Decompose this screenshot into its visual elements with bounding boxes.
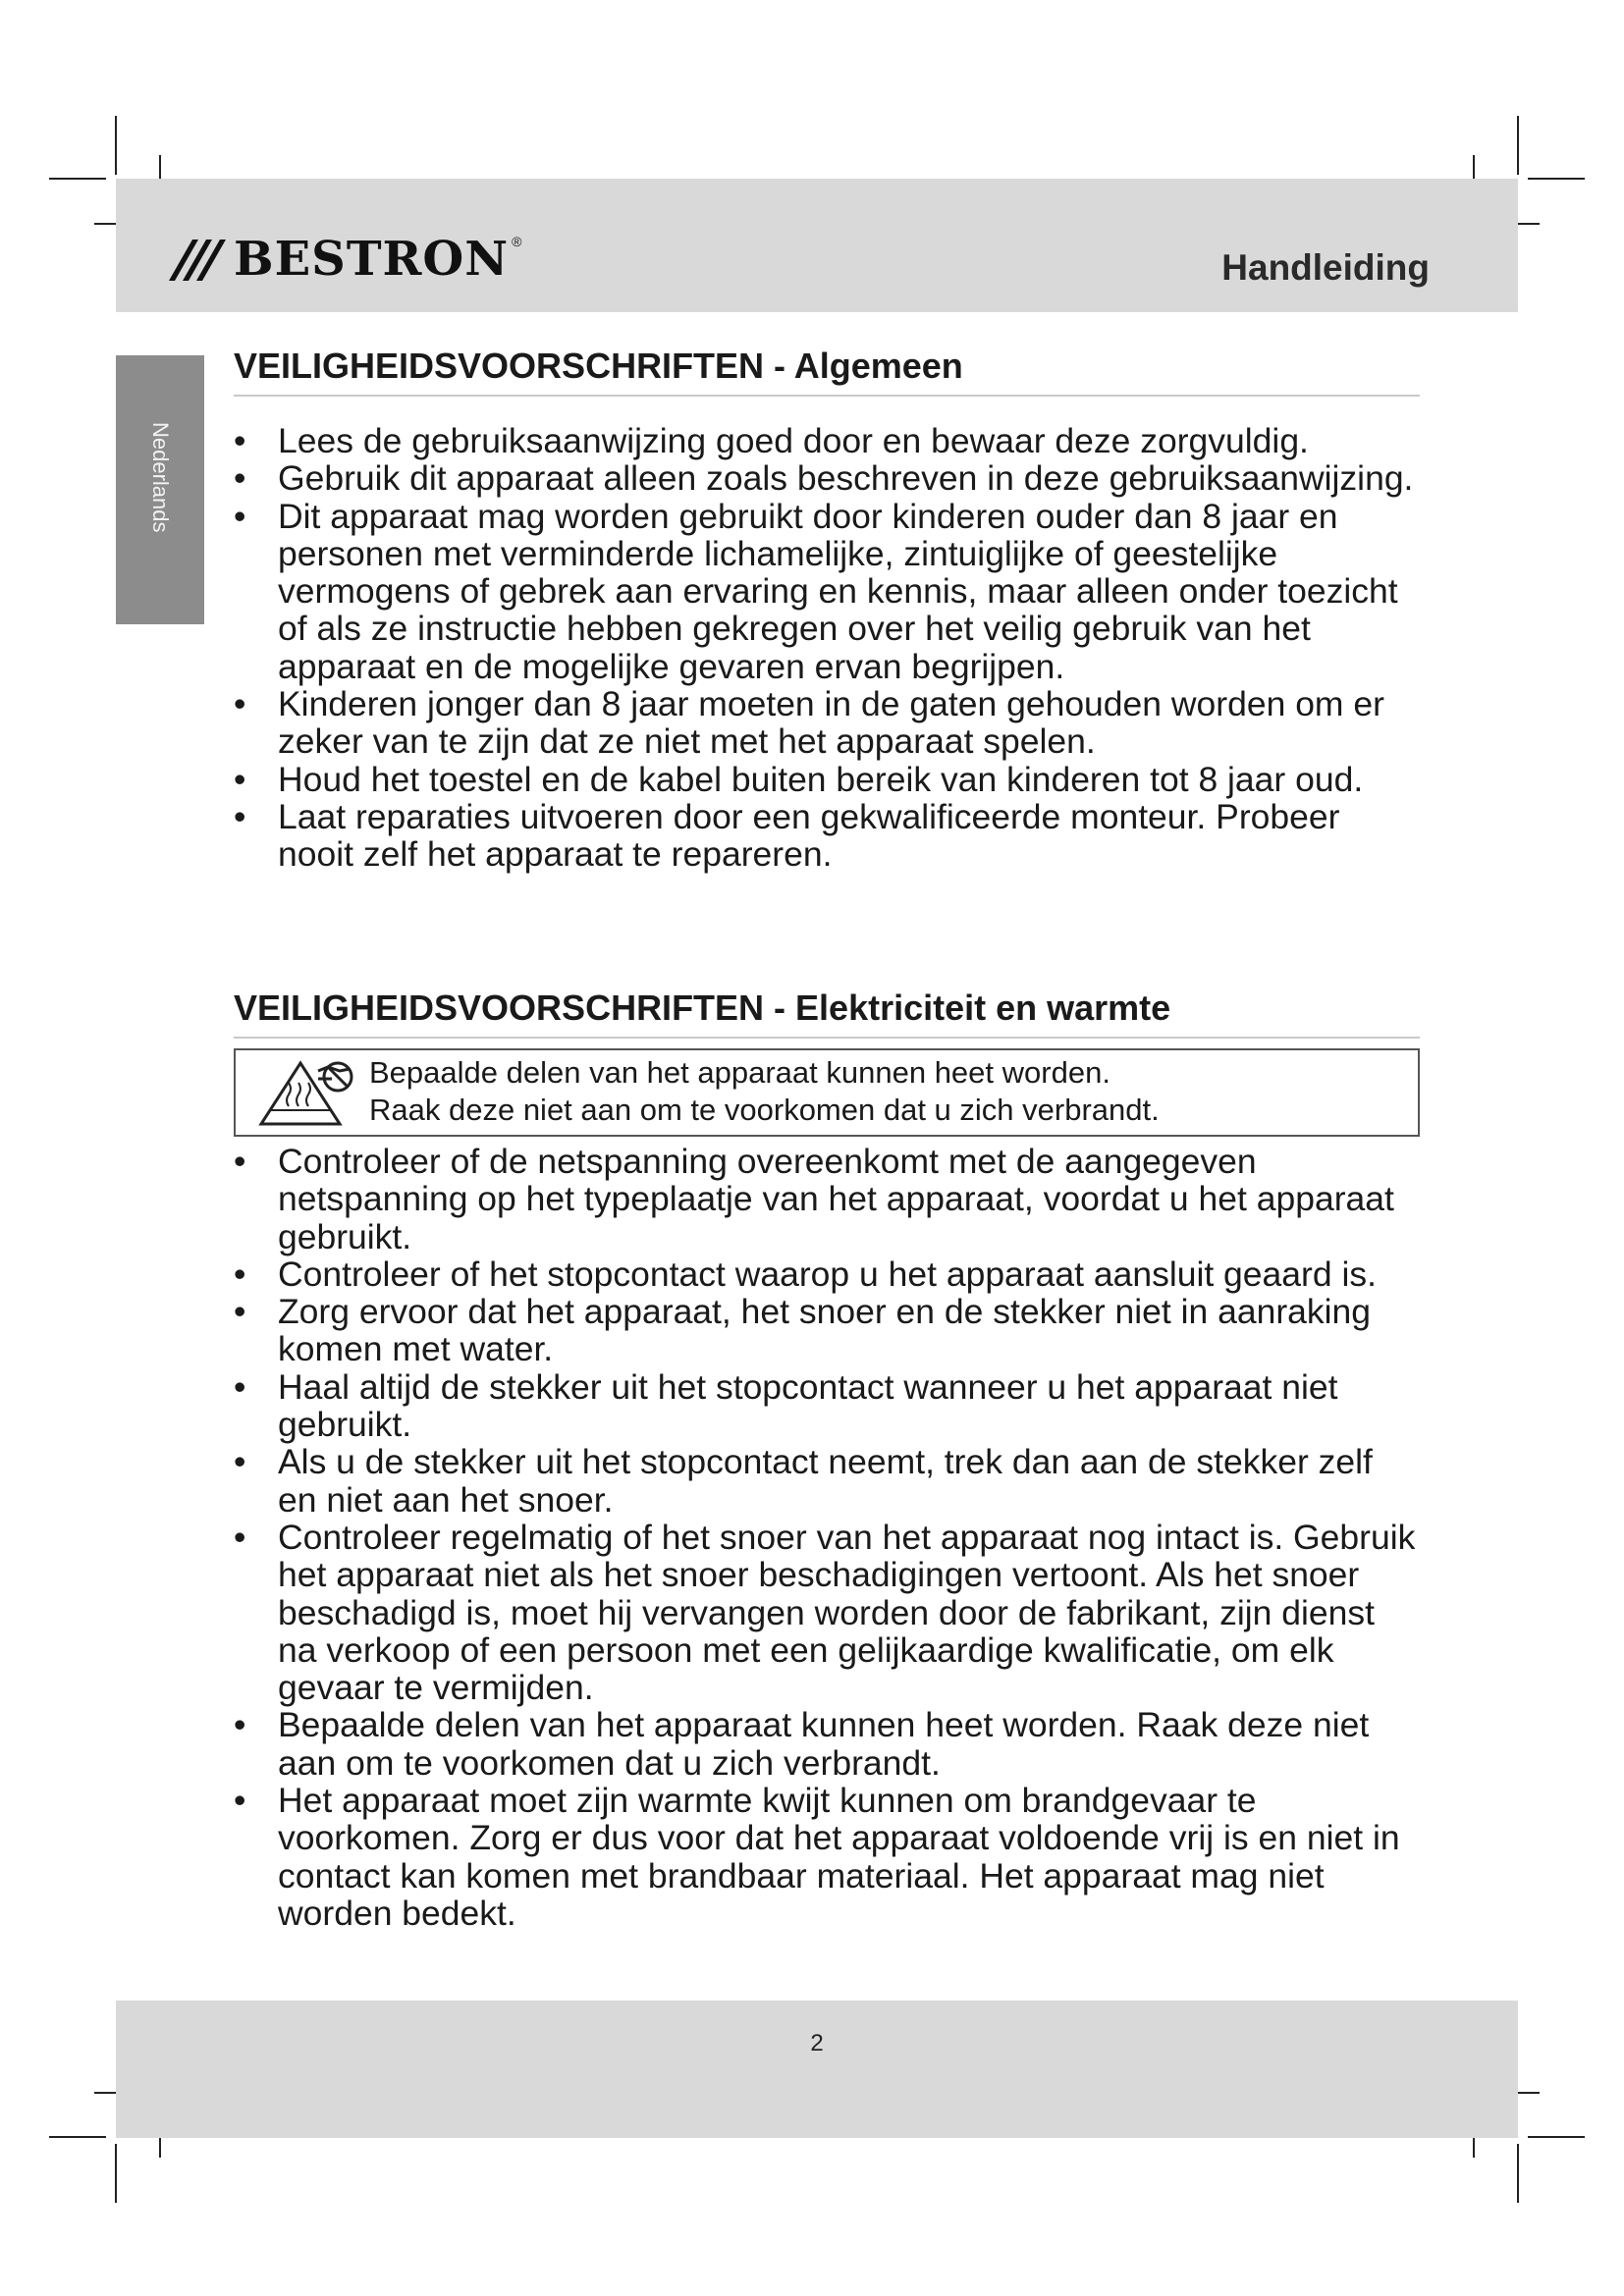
list-item: • Controleer of het stopcontact waarop u het apparaat aansluit geaard is. bbox=[234, 1255, 1420, 1293]
general-safety-list bbox=[234, 422, 1420, 874]
crop-mark bbox=[1517, 2144, 1519, 2203]
list-item: • Controleer regelmatig of het snoer van het apparaat nog intact is. Gebruik het apparaat niet als het snoer beschadigingen vertoont. Als het snoer beschadigd is, moet hij vervangen worden door de fabrikant, zijn dienst na verkoop of een persoon met een gelijkaardige kwalificatie, om elk gevaar te vermijden. bbox=[234, 1519, 1420, 1706]
page-header bbox=[116, 179, 1518, 312]
language-label: Nederlands bbox=[148, 422, 173, 533]
list-item: • Gebruik dit apparaat alleen zoals beschreven in deze gebruiksaanwijzing. bbox=[234, 459, 1420, 497]
list-item: • Zorg ervoor dat het apparaat, het snoer en de stekker niet in aanraking komen met water. bbox=[234, 1293, 1420, 1368]
page-number: 2 bbox=[810, 2030, 824, 2056]
language-tab bbox=[116, 355, 204, 624]
warning-line: Raak deze niet aan om te voorkomen dat u zich verbrandt. bbox=[369, 1093, 1160, 1127]
crop-mark bbox=[115, 2144, 117, 2203]
page-footer bbox=[116, 2001, 1518, 2138]
list-item: • Bepaalde delen van het apparaat kunnen heet worden. Raak deze niet aan om te voorkomen dat u zich verbrandt. bbox=[234, 1706, 1420, 1782]
section-electric bbox=[234, 988, 1420, 1039]
crop-mark bbox=[1528, 2136, 1585, 2138]
list-item: • Als u de stekker uit het stopcontact neemt, trek dan aan de stekker zelf en niet aan het snoer. bbox=[234, 1443, 1420, 1519]
brand-name: BESTRON bbox=[234, 232, 510, 287]
warning-line: Bepaalde delen van het apparaat kunnen heet worden. bbox=[369, 1055, 1110, 1090]
section-title-electric: VEILIGHEIDSVOORSCHRIFTEN - Elektriciteit en warmte bbox=[234, 988, 1420, 1039]
registered-mark: ® bbox=[512, 234, 522, 249]
electric-safety-list bbox=[234, 1143, 1420, 1932]
crop-mark bbox=[49, 2136, 106, 2138]
list-item: • Lees de gebruiksaanwijzing goed door en bewaar deze zorgvuldig. bbox=[234, 422, 1420, 459]
warning-text bbox=[369, 1054, 1160, 1129]
crop-mark bbox=[1517, 116, 1519, 175]
hot-surface-warning-icon bbox=[255, 1057, 359, 1128]
crop-mark bbox=[1528, 178, 1585, 180]
list-item: • Houd het toestel en de kabel buiten bereik van kinderen tot 8 jaar oud. bbox=[234, 761, 1420, 798]
crop-mark bbox=[115, 116, 117, 175]
list-item: • Haal altijd de stekker uit het stopcontact wanneer u het apparaat niet gebruikt. bbox=[234, 1368, 1420, 1444]
section-title-general: VEILIGHEIDSVOORSCHRIFTEN - Algemeen bbox=[234, 346, 1420, 397]
crop-mark bbox=[49, 178, 106, 180]
list-item: • Dit apparaat mag worden gebruikt door kinderen ouder dan 8 jaar en personen met verminderde lichamelijke, zintuiglijke of geestelijke vermogens of gebrek aan ervaring en kennis, maar alleen onder toezicht of als ze instructie hebben gekregen over het veilig gebruik van het apparaat en de mogelijke gevaren ervan begrijpen. bbox=[234, 498, 1420, 685]
list-item: • Kinderen jonger dan 8 jaar moeten in de gaten gehouden worden om er zeker van te zijn dat ze niet met het apparaat spelen. bbox=[234, 685, 1420, 761]
electric-content bbox=[234, 1048, 1420, 1932]
document-title: Handleiding bbox=[1221, 247, 1430, 288]
brand-chevron-icon bbox=[167, 238, 228, 283]
section-general bbox=[234, 346, 1420, 397]
list-item: • Het apparaat moet zijn warmte kwijt kunnen om brandgevaar te voorkomen. Zorg er dus voor dat het apparaat voldoende vrij is en niet in contact kan komen met brandbaar materiaal. Het apparaat mag niet worden bedekt. bbox=[234, 1782, 1420, 1932]
hot-surface-warning bbox=[234, 1048, 1420, 1137]
list-item: • Laat reparaties uitvoeren door een gekwalificeerde monteur. Probeer nooit zelf het apparaat te repareren. bbox=[234, 798, 1420, 874]
list-item: • Controleer of de netspanning overeenkomt met de aangegeven netspanning op het typeplaatje van het apparaat, voordat u het apparaat gebruikt. bbox=[234, 1143, 1420, 1255]
brand-logo bbox=[167, 232, 522, 287]
general-list-wrapper bbox=[234, 422, 1420, 874]
